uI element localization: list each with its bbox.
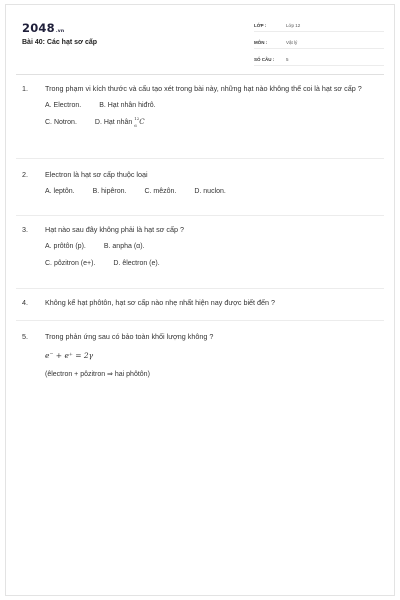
meta-row-subject <box>254 36 384 49</box>
question-number: 2. <box>22 170 28 179</box>
option-d[interactable]: D. nuclon. <box>194 188 226 195</box>
options-row <box>45 258 384 269</box>
option-b[interactable]: B. hipêron. <box>92 188 127 195</box>
options-row <box>45 186 384 197</box>
meta-row-class <box>254 19 384 32</box>
question-1 <box>22 83 384 128</box>
logo-suffix: .vn <box>55 29 65 34</box>
question-number: 5. <box>22 332 28 341</box>
meta-row-count <box>254 53 384 66</box>
options-row <box>45 241 384 252</box>
worksheet-meta <box>254 19 384 70</box>
question-number: 1. <box>22 84 28 93</box>
question-5 <box>22 331 384 380</box>
meta-label: SỐ CÂU : <box>254 56 275 62</box>
meta-label: MÔN : <box>254 39 268 45</box>
question-separator <box>16 288 384 289</box>
meta-value: Lớp 12 <box>286 22 301 28</box>
question-text: Electron là hạt sơ cấp thuộc loại <box>45 170 148 179</box>
question-3 <box>22 224 384 269</box>
header-divider <box>16 74 384 75</box>
option-d[interactable]: D. Hạt nhân 12 6 C <box>94 116 145 128</box>
question-separator <box>16 320 384 321</box>
carbon-nuclide: 12 6 C <box>134 116 145 128</box>
reaction-note: (êlectron + pôzitron ⇒ hai phôtôn) <box>45 371 150 378</box>
options-row <box>45 100 384 111</box>
question-text: Trong phản ứng sau có bảo toàn khối lượng không ? <box>45 332 214 341</box>
question-number: 4. <box>22 298 28 307</box>
question-2 <box>22 169 384 197</box>
option-c[interactable]: C. Notron. <box>45 119 77 126</box>
option-b[interactable]: B. Hạt nhân hiđrô. <box>99 102 156 109</box>
worksheet-page <box>5 4 395 596</box>
meta-value: Vật lý <box>286 39 298 45</box>
option-a[interactable]: A. Electron. <box>45 102 82 109</box>
site-logo[interactable]: 2048.vn <box>22 21 65 35</box>
options-row <box>45 117 384 128</box>
reaction-equation: e⁻ + e⁺ = 2γ <box>45 351 94 360</box>
option-a[interactable]: A. leptôn. <box>45 188 75 195</box>
meta-value: 5 <box>286 56 289 62</box>
question-4 <box>22 297 384 308</box>
question-separator <box>16 158 384 159</box>
option-b[interactable]: B. anpha (α). <box>103 243 145 250</box>
option-d[interactable]: D. êlectron (e). <box>113 260 160 267</box>
option-a[interactable]: A. prôtôn (p). <box>45 243 86 250</box>
question-text: Không kể hạt phôtôn, hạt sơ cấp nào nhẹ nhất hiện nay được biết đến ? <box>45 298 276 307</box>
lesson-title: Bài 40: Các hạt sơ cấp <box>22 39 98 46</box>
question-number: 3. <box>22 225 28 234</box>
question-text: Hạt nào sau đây không phải là hạt sơ cấp ? <box>45 225 184 234</box>
option-c[interactable]: C. pôzitron (e+). <box>45 260 96 267</box>
question-text: Trong phạm vi kích thước và cấu tạo xét trong bài này, những hạt nào không thể coi là hạt sơ cấp ? <box>45 84 362 93</box>
meta-label: LỚP : <box>254 22 267 28</box>
question-separator <box>16 215 384 216</box>
option-c[interactable]: C. mêzôn. <box>144 188 177 195</box>
